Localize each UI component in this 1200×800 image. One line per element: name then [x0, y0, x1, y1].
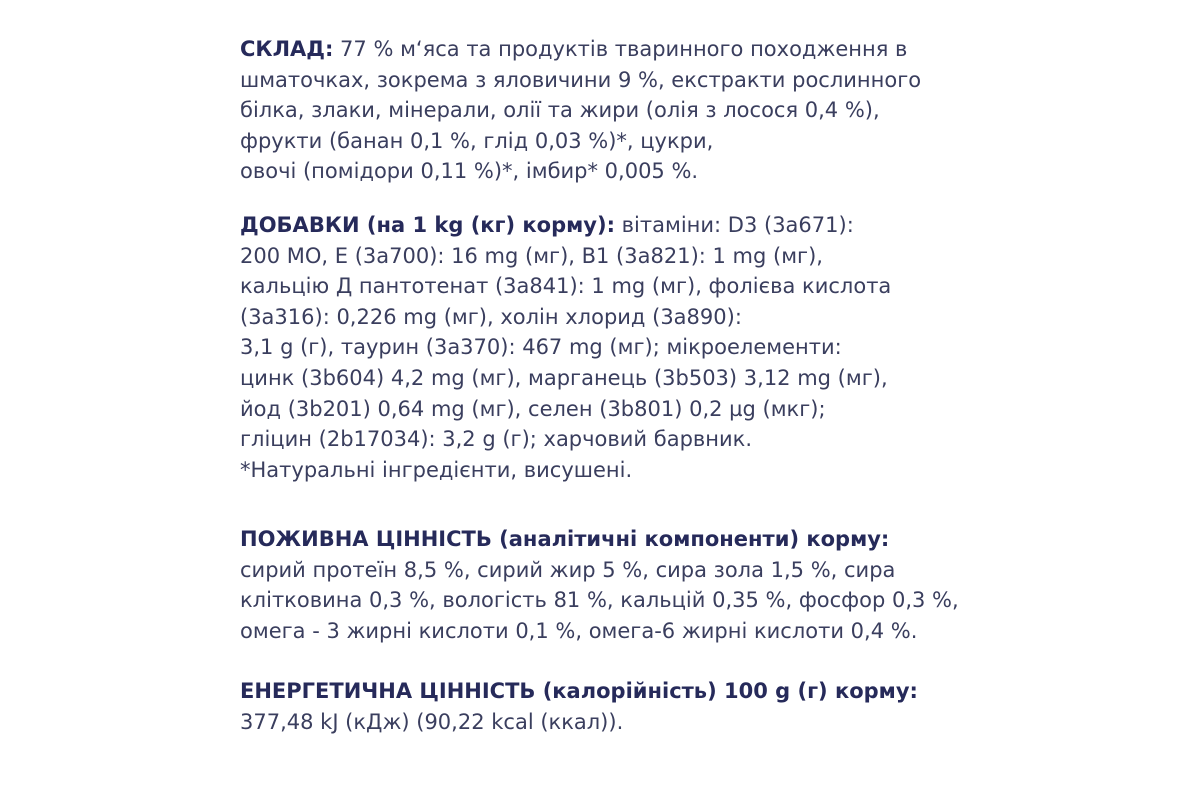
additives-heading: ДОБАВКИ (на 1 kg (кг) корму):	[240, 213, 615, 237]
composition-line: білка, злаки, мінерали, олії та жири (олія з лосося 0,4 %),	[240, 98, 880, 123]
nutrition-line: омега - 3 жирні кислоти 0,1 %, омега-6 жирні кислоти 0,4 %.	[240, 618, 918, 643]
composition-line	[240, 34, 1000, 65]
composition-line: овочі (помідори 0,11 %)*, імбир* 0,005 %.	[240, 159, 699, 184]
additives-line: (3a316): 0,226 mg (мг), холін хлорид (3a890):	[240, 304, 742, 329]
additives-line: гліцин (2b17034): 3,2 g (г); харчовий барвник.	[240, 427, 753, 452]
composition-section	[240, 34, 1000, 187]
additives-line: 3,1 g (г), таурин (3a370): 467 mg (мг); мікроелементи:	[240, 335, 842, 360]
additives-line: 200 МО, E (3a700): 16 mg (мг), B1 (3a821): 1 mg (мг),	[240, 243, 823, 268]
composition-line: фрукти (банан 0,1 %, глід 0,03 %)*, цукри,	[240, 128, 714, 153]
energy-line: 377,48 kJ (кДж) (90,22 kcal (ккал)).	[240, 709, 624, 734]
nutrition-section	[240, 524, 1000, 646]
nutrition-line: сирий протеїн 8,5 %, сирий жир 5 %, сира зола 1,5 %, сира	[240, 557, 896, 582]
additives-section	[240, 210, 1000, 485]
energy-section	[240, 676, 1000, 737]
nutrition-line: клітковина 0,3 %, вологість 81 %, кальцій 0,35 %, фосфор 0,3 %,	[240, 588, 959, 613]
additives-line: кальцію Д пантотенат (3a841): 1 mg (мг), фолієва кислота	[240, 274, 892, 299]
composition-line: шматочках, зокрема з яловичини 9 %, екстракти рослинного	[240, 67, 922, 92]
nutrition-heading: ПОЖИВНА ЦІННІСТЬ (аналітичні компоненти) корму:	[240, 527, 890, 551]
composition-first-line: 77 % м‘яса та продуктів тваринного походження в	[333, 37, 908, 61]
additives-line: йод (3b201) 0,64 mg (мг), селен (3b801) 0,2 µg (мкг);	[240, 396, 826, 421]
additives-line	[240, 210, 1000, 241]
additives-line: цинк (3b604) 4,2 mg (мг), марганець (3b503) 3,12 mg (мг),	[240, 365, 888, 390]
additives-footnote: *Натуральні інгредієнти, висушені.	[240, 457, 633, 482]
composition-heading: СКЛАД:	[240, 37, 334, 61]
energy-heading: ЕНЕРГЕТИЧНА ЦІННІСТЬ (калорійність) 100 g (г) корму:	[240, 679, 918, 703]
additives-first-line: вітаміни: D3 (3a671):	[615, 213, 854, 237]
